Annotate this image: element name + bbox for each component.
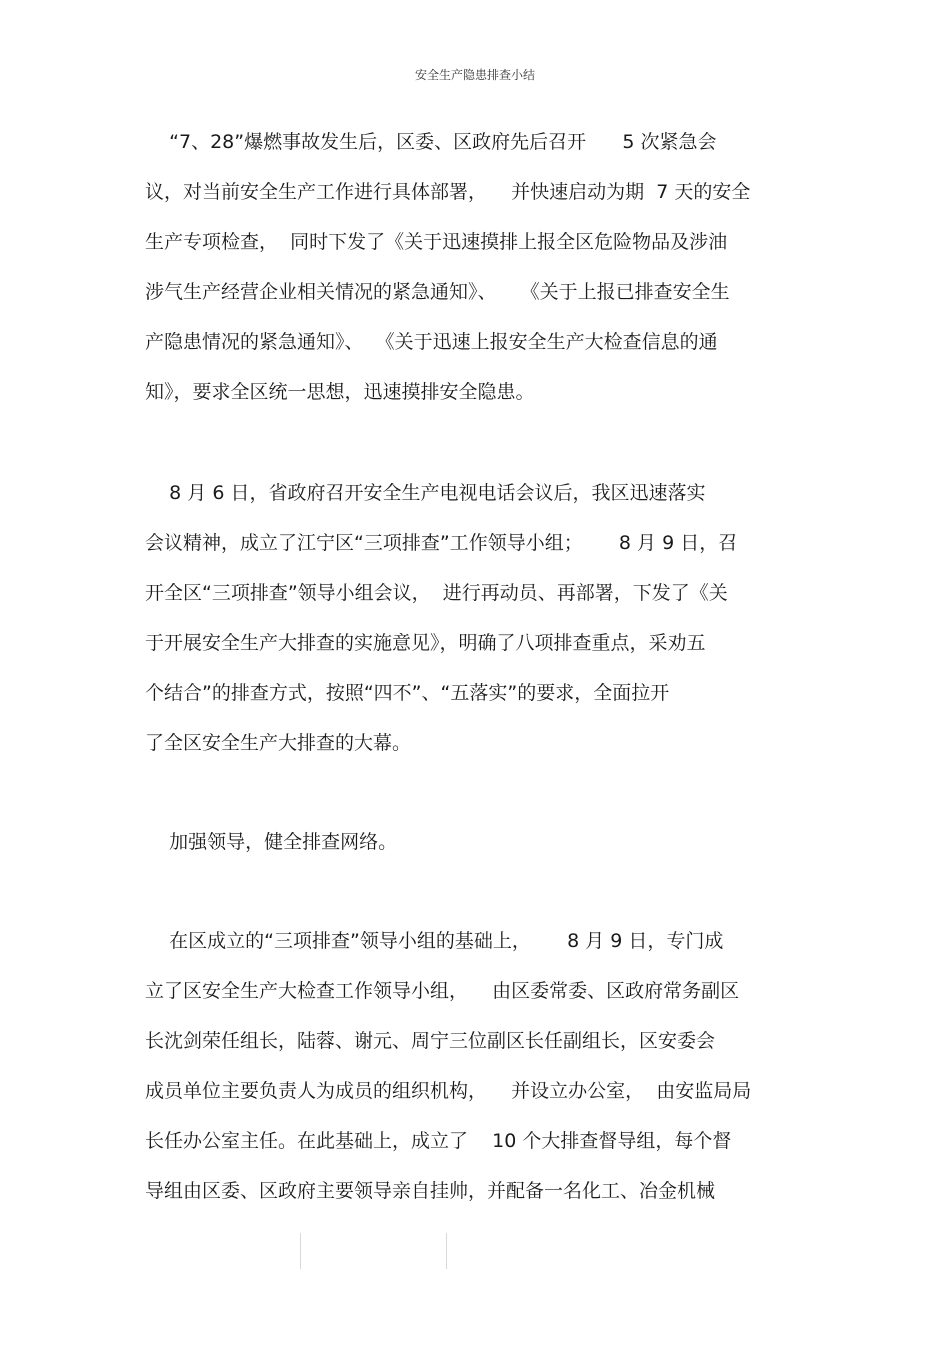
paragraph-line: 长沈剑荣任组长，陆蓉、谢元、周宁三位副区长任副组长，区安委会	[145, 1030, 716, 1052]
paragraph-line: 了全区安全生产大排查的大幕。	[145, 732, 412, 754]
paragraph-line: 个结合”的排查方式，按照“四不”、“五落实”的要求，全面拉开	[145, 682, 670, 704]
paragraph-line: 导组由区委、区政府主要领导亲自挂帅，并配备一名化工、冶金机械	[145, 1180, 716, 1202]
divider-mark	[300, 1233, 301, 1269]
paragraph-line: “7、28”爆燃事故发生后，区委、区政府先后召开 5 次紧急会	[145, 131, 717, 153]
paragraph-line: 在区成立的“三项排查”领导小组的基础上， 8 月 9 日，专门成	[145, 930, 724, 952]
paragraph-line: 长任办公室主任。在此基础上，成立了 10 个大排查督导组，每个督	[145, 1130, 732, 1152]
paragraph-line: 议，对当前安全生产工作进行具体部署， 并快速启动为期 7 天的安全	[145, 181, 751, 203]
paragraph-line: 开全区“三项排查”领导小组会议， 进行再动员、再部署，下发了《关	[145, 582, 728, 604]
divider-mark	[446, 1233, 447, 1269]
page-header-title: 安全生产隐患排查小结	[414, 68, 535, 82]
paragraph-line: 生产专项检查， 同时下发了《关于迅速摸排上报全区危险物品及涉油	[145, 231, 728, 253]
paragraph-line: 涉气生产经营企业相关情况的紧急通知》、 《关于上报已排查安全生	[145, 281, 730, 303]
paragraph-line: 8 月 6 日，省政府召开安全生产电视电话会议后，我区迅速落实	[145, 482, 706, 504]
paragraph-line: 于开展安全生产大排查的实施意见》，明确了八项排查重点，采劝五	[145, 632, 706, 654]
paragraph-line: 立了区安全生产大检查工作领导小组， 由区委常委、区政府常务副区	[145, 980, 740, 1002]
paragraph-line: 知》，要求全区统一思想，迅速摸排安全隐患。	[145, 381, 535, 403]
section-heading-line: 加强领导，健全排查网络。	[145, 831, 398, 853]
paragraph-line: 会议精神，成立了江宁区“三项排查”工作领导小组； 8 月 9 日，召	[145, 532, 738, 554]
paragraph-line: 产隐患情况的紧急通知》、 《关于迅速上报安全生产大检查信息的通	[145, 331, 718, 353]
paragraph-line: 成员单位主要负责人为成员的组织机构， 并设立办公室， 由安监局局	[145, 1080, 752, 1102]
